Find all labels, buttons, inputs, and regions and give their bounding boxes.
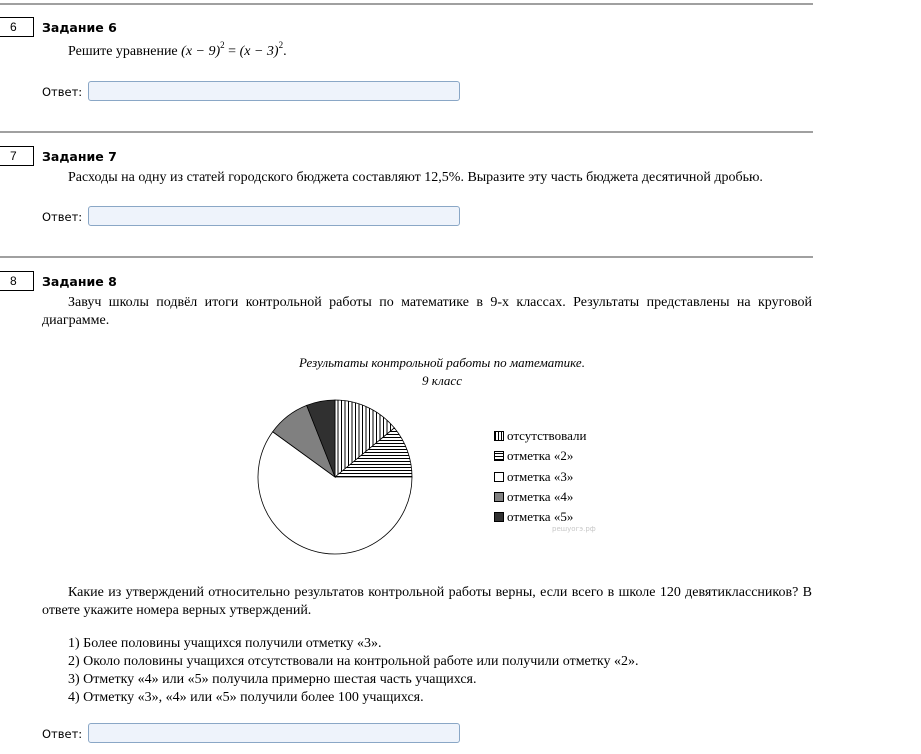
task-number: 6 <box>0 17 34 37</box>
statement: 1) Более половины учащихся получили отметку «3». <box>68 636 382 651</box>
task-number: 8 <box>0 271 34 291</box>
statements-list <box>68 635 639 707</box>
equation-exponent: 2 <box>278 40 284 50</box>
chart-title <box>262 354 622 390</box>
legend-label: отметка «4» <box>507 489 574 505</box>
chart-legend <box>494 426 586 527</box>
chart-subtitle: 9 класс <box>422 373 462 388</box>
answer-label: Ответ: <box>42 85 83 99</box>
legend-swatch-vertical-stripes <box>494 431 504 441</box>
task-text-intro: Решите уравнение <box>68 44 182 59</box>
legend-label: отметка «2» <box>507 448 574 464</box>
statement: 4) Отметку «3», «4» или «5» получили более 100 учащихся. <box>68 690 424 705</box>
task-text <box>68 40 287 61</box>
legend-label: отсутствовали <box>507 428 587 444</box>
answer-label: Ответ: <box>42 210 83 224</box>
separator <box>0 3 813 5</box>
legend-item <box>494 426 586 446</box>
statement: 2) Около половины учащихся отсутствовали на контрольной работе или получили отметку «2». <box>68 654 639 669</box>
separator <box>0 131 813 133</box>
question-text: Какие из утверждений относительно результатов контрольной работы верны, если всего в школе 120 девятиклассников? В ответе укажите номера верных утверждений. <box>42 585 812 618</box>
pie-chart <box>250 392 420 562</box>
task-text: Завуч школы подвёл итоги контрольной работы по математике в 9-х классах. Результаты представлены на круговой диаграмме. <box>42 295 812 328</box>
legend-label: отметка «3» <box>507 468 574 484</box>
pie-slices <box>258 400 412 554</box>
equation-end: . <box>283 44 287 59</box>
answer-input[interactable] <box>88 81 460 101</box>
legend-item <box>494 487 586 507</box>
statement: 3) Отметку «4» или «5» получила примерно шестая часть учащихся. <box>68 672 477 687</box>
task-title: Задание 6 <box>42 20 117 35</box>
answer-input[interactable] <box>88 206 460 226</box>
task-text: Расходы на одну из статей городского бюджета составляют 12,5%. Выразите эту часть бюджета десятичной дробью. <box>68 170 763 185</box>
equation-right: (x − 3) <box>239 44 279 59</box>
legend-swatch-horizontal-stripes <box>494 451 504 461</box>
task-title: Задание 8 <box>42 274 117 289</box>
watermark: решуогэ.рф <box>552 525 596 533</box>
task-number: 7 <box>0 146 34 166</box>
legend-swatch-gray <box>494 492 504 502</box>
answer-label: Ответ: <box>42 727 83 741</box>
equation-left: (x − 9) <box>181 44 221 59</box>
equation-equals: = <box>224 44 240 59</box>
legend-item <box>494 467 586 487</box>
legend-label: отметка «5» <box>507 509 574 525</box>
answer-input[interactable] <box>88 723 460 743</box>
legend-swatch-dark <box>494 512 504 522</box>
task-title: Задание 7 <box>42 149 117 164</box>
legend-item <box>494 446 586 466</box>
separator <box>0 256 813 258</box>
equation-exponent: 2 <box>220 40 225 50</box>
chart-title-line: Результаты контрольной работы по математике. <box>299 355 585 370</box>
legend-swatch-white <box>494 472 504 482</box>
